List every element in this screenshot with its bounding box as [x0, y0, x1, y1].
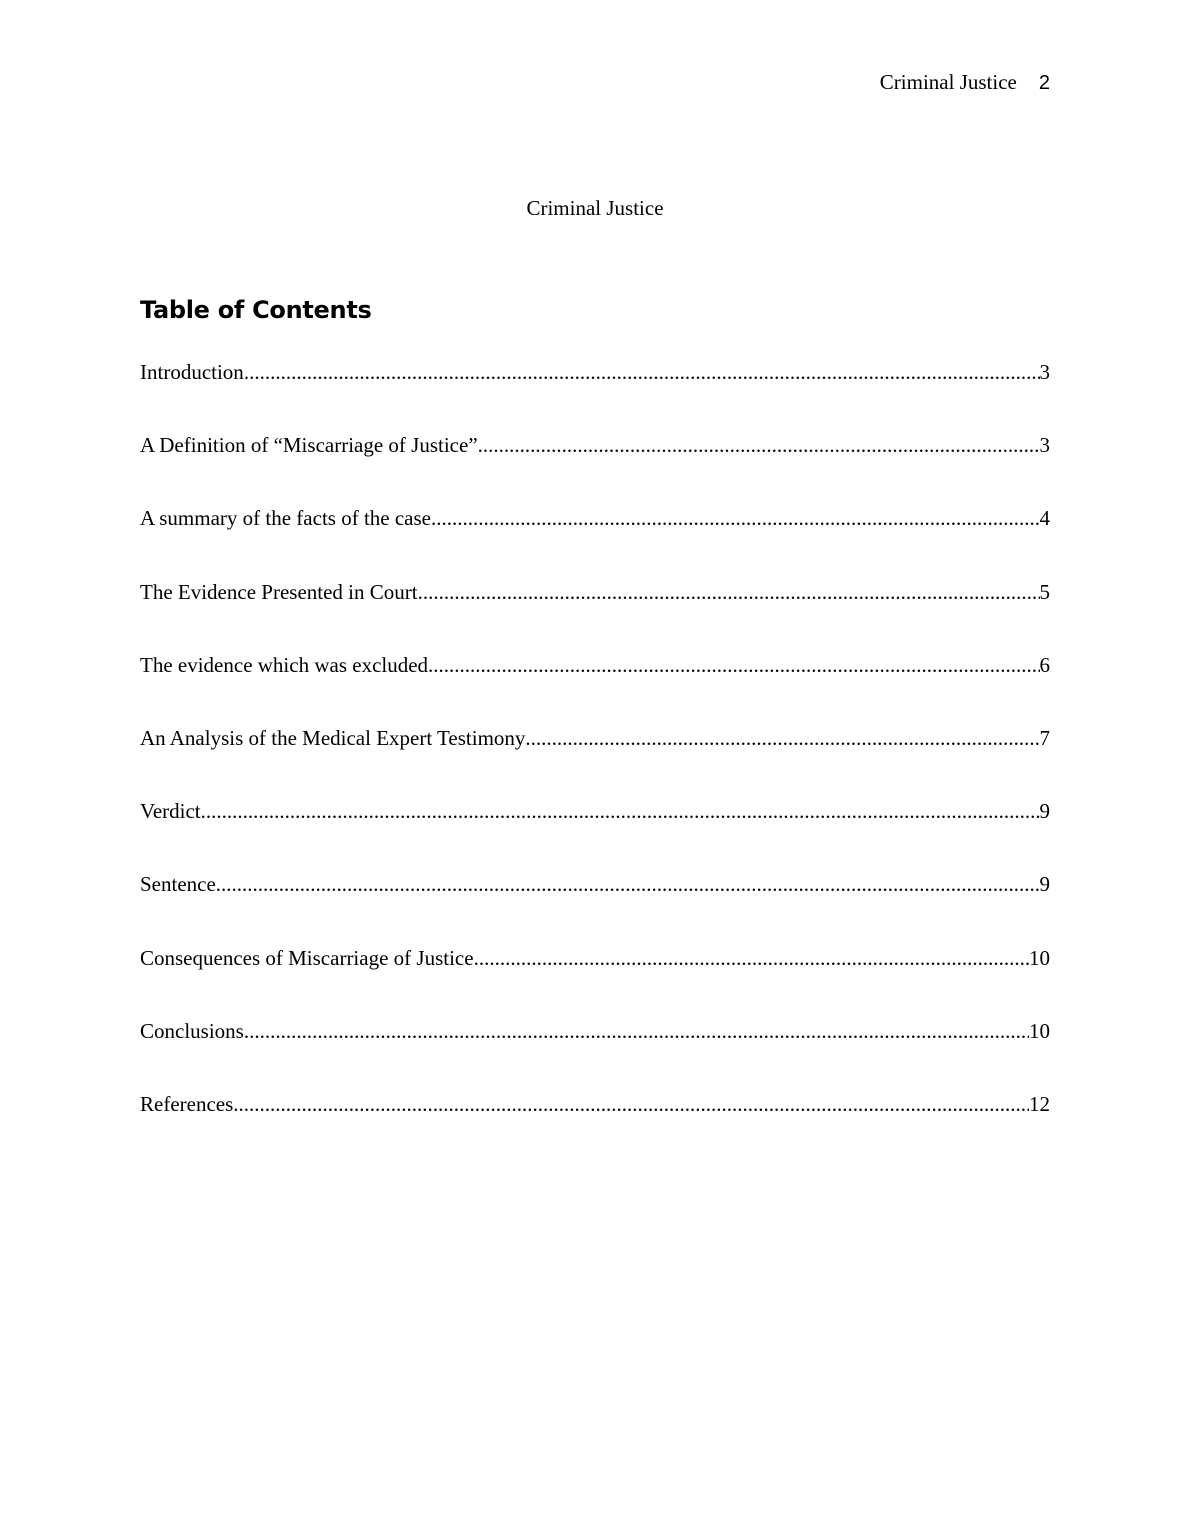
- toc-entry-label: Consequences of Miscarriage of Justice: [140, 945, 474, 970]
- toc-entry-conclusions[interactable]: [140, 1019, 1050, 1092]
- toc-entry-page: 7: [1039, 725, 1050, 750]
- toc-entry-page: 10: [1029, 1018, 1050, 1043]
- toc-dot-leader: [428, 653, 1039, 678]
- toc-entry-consequences[interactable]: [140, 946, 1050, 1019]
- toc-entry-verdict[interactable]: [140, 799, 1050, 872]
- toc-entry-page: 12: [1029, 1091, 1050, 1116]
- toc-dot-leader: [431, 506, 1040, 531]
- toc-dot-leader: [474, 946, 1029, 971]
- toc-heading: Table of Contents: [140, 296, 372, 324]
- toc-entry-evidence-excluded[interactable]: [140, 653, 1050, 726]
- toc-dot-leader: [201, 799, 1040, 824]
- toc-entry-label: A Definition of “Miscarriage of Justice”: [140, 433, 478, 458]
- toc-entry-page: 6: [1039, 652, 1050, 677]
- toc-entry-medical-testimony[interactable]: [140, 726, 1050, 799]
- toc-entry-label: An Analysis of the Medical Expert Testimony: [140, 725, 526, 750]
- toc-entry-references[interactable]: [140, 1092, 1050, 1165]
- toc-entry-label: The evidence which was excluded: [140, 652, 429, 677]
- toc-entry-sentence[interactable]: [140, 872, 1050, 945]
- toc-entry-label: Sentence: [140, 872, 216, 897]
- toc-entry-page: 10: [1029, 945, 1050, 970]
- toc-entry-page: 5: [1039, 579, 1050, 604]
- page-number: 2: [1038, 72, 1050, 94]
- toc-dot-leader: [525, 726, 1039, 751]
- running-head: [880, 70, 1050, 98]
- toc-dot-leader: [233, 1092, 1029, 1117]
- toc-entry-page: 9: [1039, 872, 1050, 897]
- toc-dot-leader: [478, 433, 1040, 458]
- toc-entry-label: The Evidence Presented in Court: [140, 579, 418, 604]
- toc-entry-page: 3: [1039, 433, 1050, 458]
- toc-entry-label: References: [140, 1091, 234, 1116]
- toc-entry-page: 3: [1039, 360, 1050, 384]
- document-title: Criminal Justice: [526, 196, 664, 220]
- toc-dot-leader: [418, 580, 1040, 605]
- toc-entry-introduction[interactable]: [140, 360, 1050, 433]
- toc-dot-leader: [216, 872, 1040, 897]
- toc-entry-label: Introduction: [140, 360, 244, 384]
- toc-dot-leader: [244, 360, 1040, 385]
- toc-entry-label: Verdict: [140, 799, 201, 824]
- toc-entry-page: 4: [1039, 506, 1050, 531]
- toc-entry-evidence-presented[interactable]: [140, 580, 1050, 653]
- toc-dot-leader: [244, 1019, 1029, 1044]
- toc-entry-definition[interactable]: [140, 433, 1050, 506]
- toc-entry-label: Conclusions: [140, 1018, 244, 1043]
- toc-entry-label: A summary of the facts of the case: [140, 506, 431, 531]
- running-head-title: Criminal Justice: [879, 70, 1017, 94]
- table-of-contents: [140, 360, 1050, 1165]
- toc-entry-page: 9: [1039, 799, 1050, 824]
- toc-entry-summary-of-facts[interactable]: [140, 506, 1050, 579]
